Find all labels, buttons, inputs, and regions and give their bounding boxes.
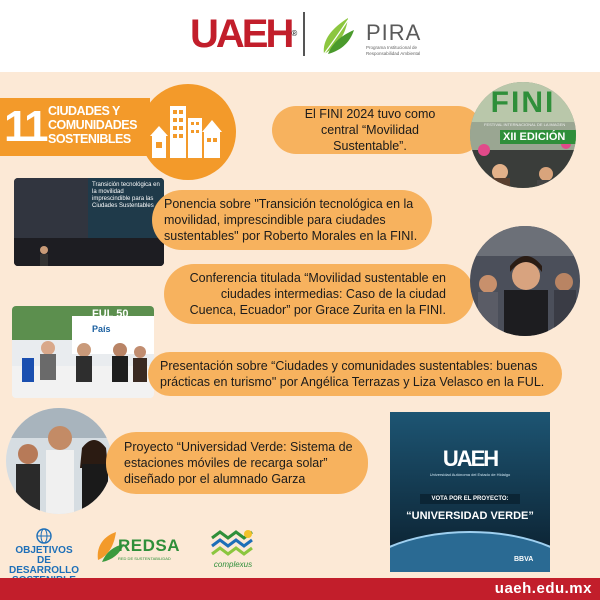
- fini-sub-text: FESTIVAL INTERNACIONAL DE LA IMAGEN: [484, 122, 566, 127]
- complexus-logo: [208, 528, 258, 572]
- photo-students-garza: [6, 408, 112, 514]
- ods-logo: OBJETIVOS DE DESARROLLO: [6, 528, 82, 586]
- globe-icon: [36, 528, 52, 544]
- item-ponencia-roberto: Ponencia sobre "Transición tecnológica en la movilidad, imprescindible para ciudades sustentables" por Roberto Morales en la FINI.: [152, 190, 432, 250]
- photo-presentation-slide: [14, 178, 164, 266]
- ful-country-text: País: [92, 324, 111, 334]
- ods-number: 11: [4, 102, 47, 151]
- uaeh-logo: UAEH®: [190, 12, 298, 56]
- item-proyecto-universidad-verde: Proyecto “Universidad Verde: Sistema de estaciones móviles de recarga solar” diseñado por el alumnado Garza: [106, 432, 368, 494]
- header-divider: [303, 12, 305, 56]
- complexus-text: complexus: [213, 560, 253, 569]
- pira-title: PIRA: [366, 20, 422, 45]
- poster-universidad-verde: [390, 412, 550, 572]
- item-conferencia-grace: Conferencia titulada “Movilidad sustentable en ciudades intermedias: Caso de la ciudad Cuenca, Ecuador” por Grace Zurita en la FINI.: [164, 264, 474, 324]
- redsa-logo: [94, 530, 186, 568]
- slide-title-text: Transición tecnológica en la movilidad imprescindible para las Ciudades Sustentables: [92, 182, 160, 209]
- ods-title: CIUDADES Y COMUNIDADES SOSTENIBLES: [48, 104, 137, 146]
- pira-subtitle: Programa Institucional de Responsabilidad Ambiental: [366, 45, 421, 56]
- fini-edition-text: XII EDICIÓN: [500, 130, 576, 144]
- photo-fini-sign: [470, 82, 576, 188]
- poster-project-text: “UNIVERSIDAD VERDE”: [406, 510, 534, 522]
- photo-conference-audience: [470, 226, 580, 336]
- poster-logo: UAEH: [442, 446, 498, 471]
- fini-sign-text: FINI: [490, 86, 556, 119]
- photo-ful-panel: [12, 306, 154, 398]
- header: [0, 0, 600, 72]
- footer-url-link[interactable]: uaeh.edu.mx: [494, 580, 592, 597]
- city-icon: [150, 98, 224, 160]
- ful-banner-text: FUL 50: [92, 308, 129, 320]
- redsa-text: REDSA: [118, 536, 181, 555]
- item-fini-2024: El FINI 2024 tuvo como central “Movilidad Sustentable”.: [272, 106, 482, 154]
- redsa-sub: RED DE SUSTENTABILIDAD: [118, 556, 171, 561]
- item-presentacion-ful: Presentación sobre “Ciudades y comunidades sustentables: buenas prácticas en turismo" por Angélica Terrazas y Liza Velasco en la FUL.: [148, 352, 562, 396]
- pira-leaf-icon: [318, 10, 358, 58]
- poster-bank-text: BBVA: [514, 556, 534, 563]
- poster-vote-text: VOTA POR EL PROYECTO:: [431, 496, 509, 502]
- poster-sub: Universidad Autónoma del Estado de Hidalgo: [429, 472, 511, 477]
